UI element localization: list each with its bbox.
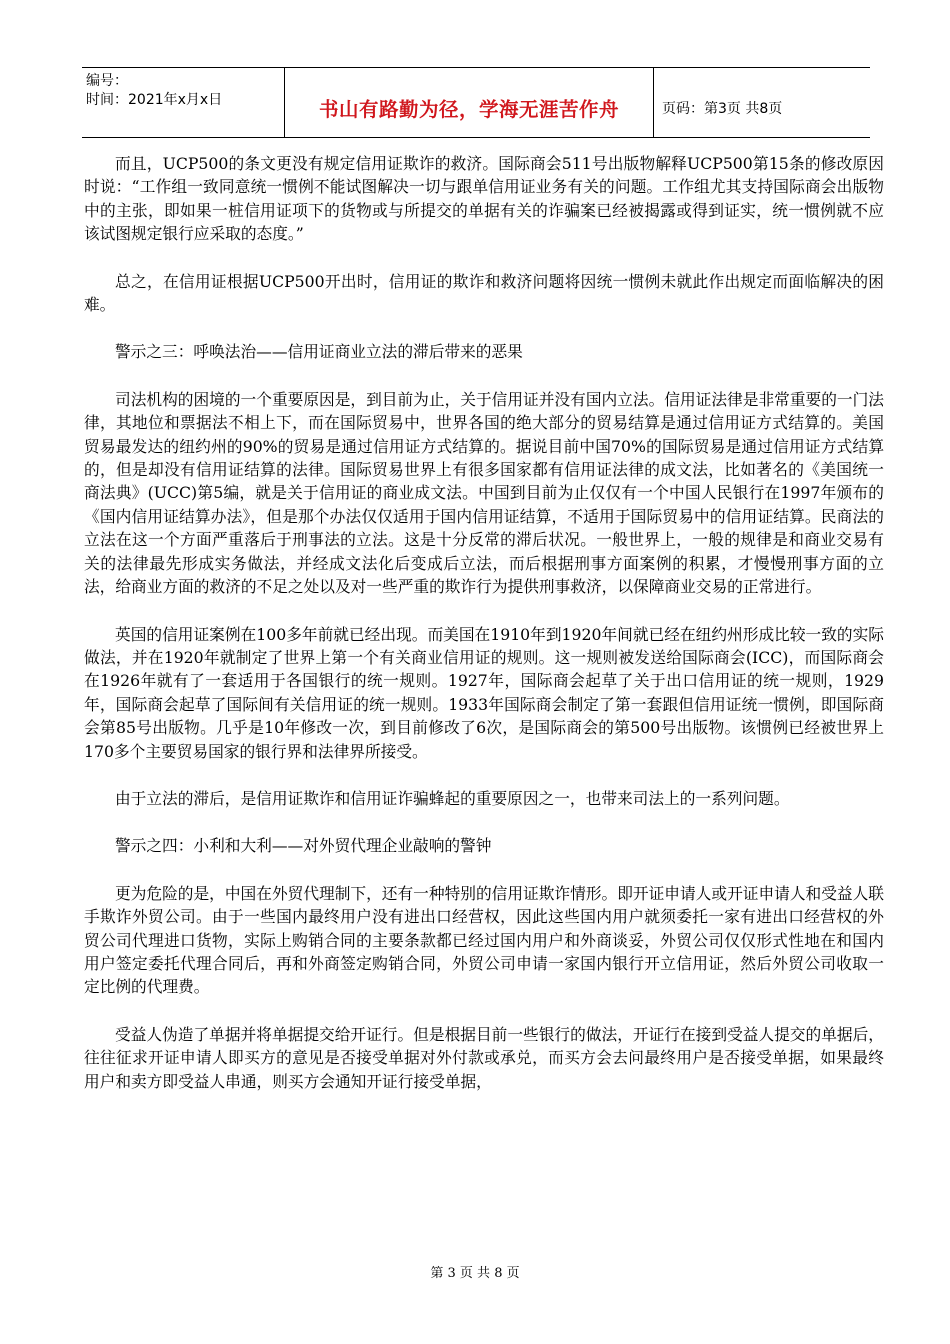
footer-page-number: 第 3 页 共 8 页 bbox=[430, 1266, 520, 1281]
header-meta bbox=[82, 68, 284, 137]
page-footer bbox=[0, 1262, 950, 1281]
paragraph: 英国的信用证案例在100多年前就已经出现。而美国在1910年到1920年间就已经在纽约州形成比较一致的实际做法，并在1920年就制定了世界上第一个有关商业信用证的规则。这一规则被发送给国际商会(ICC)，而国际商会在1926年就有了一套适用于各国银行的统一规则。1927年，国际商会起草了关于出口信用证的统一规则，1929年，国际商会起草了国际间有关信用证的统一规则。1933年国际商会制定了第一套跟但信用证统一惯例，即国际商会第85号出版物。几乎是10年修改一次，到目前修改了6次，是国际商会的第500号出版物。该惯例已经被世界上170多个主要贸易国家的银行界和法律界所接受。 bbox=[84, 624, 884, 761]
paragraph: 总之，在信用证根据UCP500开出时，信用证的欺诈和救济问题将因统一惯例未就此作出规定而面临解决的困难。 bbox=[84, 271, 884, 315]
header-motto: 书山有路勤为径，学海无涯苦作舟 bbox=[318, 97, 619, 121]
document-body bbox=[84, 152, 884, 1093]
document-number: 编号： bbox=[86, 73, 128, 89]
header-page-info bbox=[654, 68, 870, 137]
paragraph: 更为危险的是，中国在外贸代理制下，还有一种特别的信用证欺诈情形。即开证申请人或开证申请人和受益人联手欺诈外贸公司。由于一些国内最终用户没有进出口经营权，因此这些国内用户就须委托一家有进出口经营权的外贸公司代理进口货物，实际上购销合同的主要条款都已经过国内用户和外商谈妥，外贸公司仅仅形式性地在和国内用户签定委托代理合同后，再和外商签定购销合同，外贸公司申请一家国内银行开立信用证，然后外贸公司收取一定比例的代理费。 bbox=[84, 883, 884, 997]
paragraph: 由于立法的滞后，是信用证欺诈和信用证诈骗蜂起的重要原因之一，也带来司法上的一系列问题。 bbox=[115, 788, 790, 808]
document-date: 时间：2021年x月x日 bbox=[86, 92, 223, 108]
section-heading: 警示之四：小利和大利——对外贸代理企业敲响的警钟 bbox=[115, 836, 492, 856]
section-heading: 警示之三：呼唤法治——信用证商业立法的滞后带来的恶果 bbox=[115, 342, 523, 362]
page-number-label: 页码：第3页 共8页 bbox=[662, 100, 783, 117]
header-motto-cell bbox=[284, 68, 654, 137]
page-header bbox=[82, 67, 870, 138]
paragraph: 而且，UCP500的条文更没有规定信用证欺诈的救济。国际商会511号出版物解释UCP500第15条的修改原因时说：“工作组一致同意统一惯例不能试图解决一切与跟单信用证业务有关的问题。工作组尤其支持国际商会出版物中的主张，即如果一桩信用证项下的货物或与所提交的单据有关的诈骗案已经被揭露或得到证实，统一惯例就不应该试图规定银行应采取的态度。” bbox=[84, 154, 884, 244]
paragraph: 司法机构的困境的一个重要原因是，到目前为止，关于信用证并没有国内立法。信用证法律是非常重要的一门法律，其地位和票据法不相上下，而在国际贸易中，世界各国的绝大部分的贸易结算是通过信用证方式结算的。美国贸易最发达的纽约州的90%的贸易是通过信用证方式结算的。据说目前中国70%的国际贸易是通过信用证方式结算的，但是却没有信用证结算的法律。国际贸易世界上有很多国家都有信用证法律的成文法，比如著名的《美国统一商法典》(UCC)第5编，就是关于信用证的商业成文法。中国到目前为止仅仅有一个中国人民银行在1997年颁布的《国内信用证结算办法》，但是那个办法仅仅适用于国内信用证结算，不适用于国际贸易中的信用证结算。民商法的立法在这一个方面严重落后于刑事法的立法。这是十分反常的滞后状况。一般世界上，一般的规律是和商业交易有关的法律最先形成实务做法，并经成文法化后变成后立法，而后根据刑事方面案例的积累，才慢慢刑事方面的立法，给商业方面的救济的不足之处以及对一些严重的欺诈行为提供刑事救济，以保障商业交易的正常进行。 bbox=[84, 389, 884, 597]
paragraph: 受益人伪造了单据并将单据提交给开证行。但是根据目前一些银行的做法，开证行在接到受益人提交的单据后，往往征求开证申请人即买方的意见是否接受单据对外付款或承兑，而买方会去问最终用户是否接受单据，如果最终用户和卖方即受益人串通，则买方会通知开证行接受单据， bbox=[84, 1024, 884, 1091]
